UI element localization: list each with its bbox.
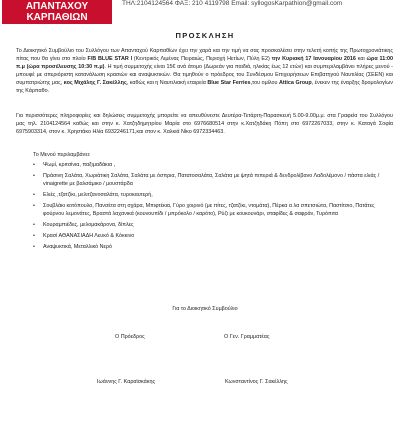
text-segment: . Η τιμή συμμετοχής είναι 15€ ανά άτομο (Δωρεάν για παιδιά, ηλικίας έως 12 ετών) και συμπεριλαμβάνει πλήρες μενού - μπουφέ με απεριόριστη κατανάλωση κρασιών και αναψυκτικών. Θα τιμηθούν ο <box>16 64 393 78</box>
menu-item: • Σουβλάκι κοτόπουλο, Πανσέτα στη σχάρα, Μπιφτέκια, Γύρο χοιρινό (με πίτες, τζατζίκι, ντομάτα), Πέρκα α λα σπετσιώτα, Παστίτσιο, Πατάτες φούρνου λεμονάτες, Βραστά λαχανικά (κουνουπίδι / μπρόκολο / καρότο), Ρύζι με κουκουνάρι, σταφίδες & σαφράν, Τυρόπιτα <box>33 202 388 218</box>
menu-item: • Κρασί ΑΘΑΝΑΣΙΑΔΗ Λευκό & Κόκκινο <box>33 232 388 240</box>
menu-item: • Αναψυκτικά, Μεταλλικό Νερό <box>33 243 388 251</box>
secretary-title: Ο Γεν. Γραμματέας <box>224 334 270 340</box>
text-segment: πρόεδρος <box>210 72 235 78</box>
menu-item: • Ελιές ,τζατζίκι, μελιτζανοσαλάτα, τυροκαυτερή, <box>33 191 388 199</box>
invitation-paragraph <box>16 47 393 95</box>
council-signoff: Για το Διοικητικό Συμβούλιο <box>172 306 238 312</box>
menu-heading: Το Μενού περιλαμβάνει: <box>33 152 91 158</box>
company-name: Blue Star Ferries <box>207 80 251 86</box>
text-segment: Το Διοικητικό Συμβούλιο του Συλλόγου των Απανταχού Καρπαθίων έχει την χαρά και την τιμή να σας προσκαλέσει στην τελετή κοπής της Πρωτοχρονιάτικης πίτας που θα γίνει στο πλοίο <box>16 48 393 62</box>
honoree-name: κος Μιχάλης Γ. Σακέλλης <box>63 80 127 86</box>
president-title: Ο Πρόεδρος <box>115 334 145 340</box>
menu-item: • Ψωμί, κριτσίνια, παξιμαδάκια , <box>33 161 388 169</box>
president-name: Ιωάννης Γ. Καραϊσκάκης <box>97 379 156 385</box>
group-name: Attica Group <box>278 80 312 86</box>
menu-item: • Πράσινη Σαλάτα, Χωριάτικη Σαλάτα, Σαλάτα με όσπρια, Πατατοσαλάτα, Σαλάτα με ψητά πιπεριά & δενδρολίβανο Λαδολέμονο / πάστα ελιάς / vinaigrette με βαλσάμικο / μουστάρδα <box>33 172 388 188</box>
event-date: την Κυριακή 17 Ιανουαρίου 2016 <box>271 56 356 62</box>
menu-list <box>33 161 388 254</box>
menu-item: • Κουραμπιέδες, μελομακάρονα, δίπλες <box>33 221 388 229</box>
text-segment: ,του ομίλου <box>250 80 279 86</box>
contact-info: ΤΗΛ:2104124564 ΦΑΞ: 210 4119798 Email: syllogosKarpathion@gmail.com <box>122 0 343 7</box>
document-title: ΠΡΟΣΚΛΗΣΗ <box>175 31 235 40</box>
text-segment: , ένεκεν της έναρξης δρομολογίων της Κάρπαθο. <box>16 80 393 94</box>
text-segment: και <box>355 56 367 62</box>
letterhead <box>0 0 410 26</box>
info-paragraph: Για περισσότερες πληροφορίες και δηλώσεις συμμετοχής μπορείτε να απευθύνεστε Δευτέρα-Τετάρτη-Παρασκευή 5.00-9.00μ.μ. στα Γραφεία του Συλλόγου μας τηλ. 2104124564 καθώς και στην κ. Χατζηδημητρίου Μαρία στο 6976680514 στην κ.Χατζηδάκη Πόπη στο 6972267033, στην κ. Καταγά Σοφία 6975903314, στον κ. Χρηστάκο Ηλία 6932246171,και στον κ. Χαλκιά Νίκο 6972334463. <box>16 113 393 135</box>
ship-name: F/B BLUE STAR I <box>87 56 133 62</box>
association-logo <box>2 0 112 24</box>
logo-line-1: ΑΠΑΝΤΑΧΟΥ <box>25 1 89 12</box>
logo-line-2: ΚΑΡΠΑΘΙΩΝ <box>26 12 88 23</box>
event-time: ώρα 11:00 π.μ (ώρα προσέλευσης 10:30 π.μ) <box>16 56 394 70</box>
secretary-name: Κωνσταντίνος Γ. Σακέλλης <box>225 379 288 385</box>
text-segment: (Κεντρικός Λιμένας Πειραιώς, Περιοχή Ηετίων, Πύλη Ε2) <box>132 56 272 62</box>
text-segment: του Συνδέσμου Επιχειρήσεων Επιβατηγού Ναυτιλίας (ΣΕΕΝ) και συμπατριώτης μας, <box>16 72 393 86</box>
text-segment: , καθώς και η Ναυτιλιακή εταιρεία <box>126 80 208 86</box>
